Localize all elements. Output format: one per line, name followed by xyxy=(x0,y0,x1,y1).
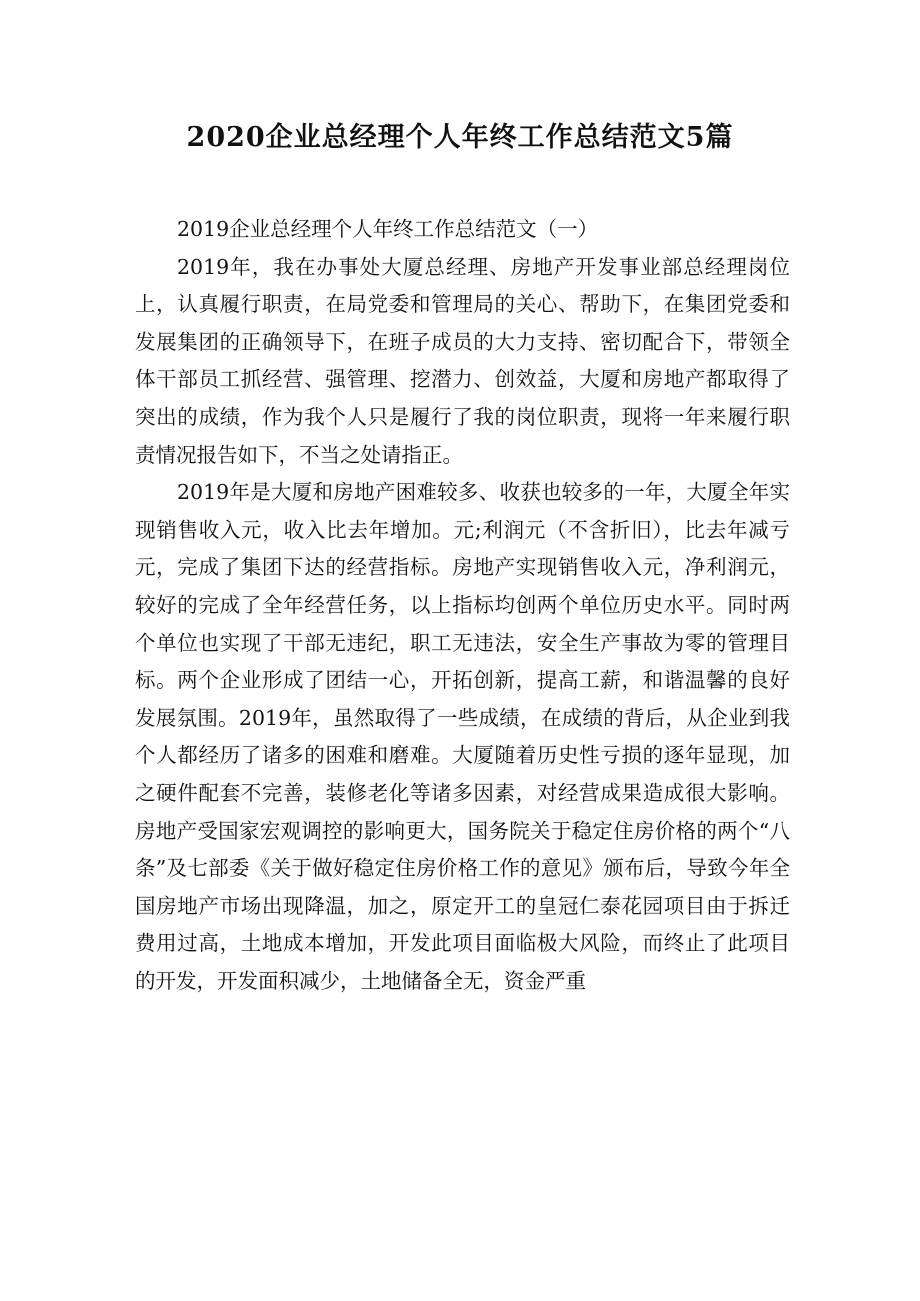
paragraph-2: 2019年是大厦和房地产困难较多、收获也较多的一年，大厦全年实现销售收入元，收入比去年增加。元;利润元（不含折旧），比去年减亏元，完成了集团下达的经营指标。房地产实现销售收入元，净利润元，较好的完成了全年经营任务，以上指标均创两个单位历史水平。同时两个单位也实现了干部无违纪，职工无违法，安全生产事故为零的管理目标。两个企业形成了团结一心，开拓创新，提高工薪，和谐温馨的良好发展氛围。2019年，虽然取得了一些成绩，在成绩的背后，从企业到我个人都经历了诸多的困难和磨难。大厦随着历史性亏损的逐年显现，加之硬件配套不完善，装修老化等诸多因素，对经营成果造成很大影响。房地产受国家宏观调控的影响更大，国务院关于稳定住房价格的两个“八条”及七部委《关于做好稳定住房价格工作的意见》颁布后，导致今年全国房地产市场出现降温，加之，原定开工的皇冠仁泰花园项目由于拆迁费用过高，土地成本增加，开发此项目面临极大风险，而终止了此项目的开发，开发面积减少，土地储备全无，资金严重 xyxy=(135,480,790,993)
document-title: 2020企业总经理个人年终工作总结范文5篇 xyxy=(186,122,734,153)
paragraph-1: 2019年，我在办事处大厦总经理、房地产开发事业部总经理岗位上，认真履行职责，在局党委和管理局的关心、帮助下，在集团党委和发展集团的正确领导下，在班子成员的大力支持、密切配合下，带领全体干部员工抓经营、强管理、挖潜力、创效益，大厦和房地产都取得了突出的成绩，作为我个人只是履行了我的岗位职责，现将一年来履行职责情况报告如下，不当之处请指正。 xyxy=(135,254,790,467)
section-heading: 2019企业总经理个人年终工作总结范文（一） xyxy=(177,217,599,241)
document-body xyxy=(135,211,790,1000)
